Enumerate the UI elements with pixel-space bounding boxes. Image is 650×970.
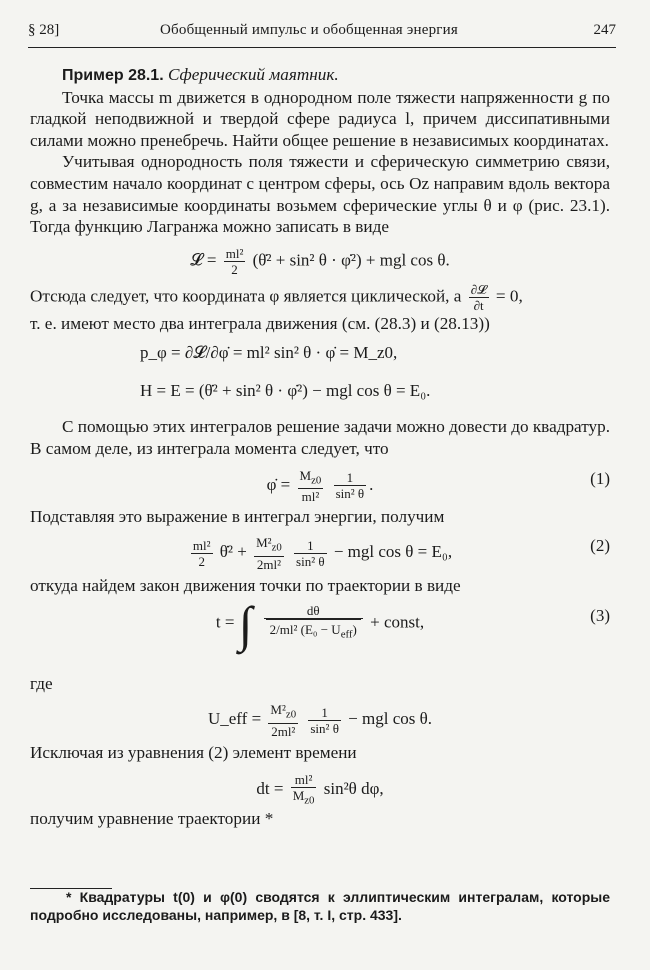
- paragraph-1: Точка массы m движется в однородном поле тяжести напряженности g по гладкой неподвижной и твердой сфере радиуса l, причем диссипативными силами можно пренебречь. Найти общее решение в независимых координатах.: [30, 87, 610, 150]
- paragraph-4: С помощью этих интегралов решение задачи можно довести до квадратур. В самом деле, из интеграла момента следует, что: [30, 417, 610, 458]
- equation-number-3: (3): [590, 605, 610, 625]
- equation-number-1: (1): [590, 468, 610, 488]
- page-body: [30, 64, 610, 830]
- paragraph-8: Исключая из уравнения (2) элемент времени: [30, 743, 357, 763]
- header-rule: [28, 47, 616, 48]
- equation-number-2: (2): [590, 536, 610, 556]
- dt-equation: dt = $\frac{\text{ml²}}{M_{z0}}$ sin²θ dφ,: [256, 771, 384, 807]
- equation-2: $\frac{\text{ml²}}{2}$ θ̇² + $\frac{M^2_{z0}}{\text{2ml²}}$ $\frac{1}{\text{sin² θ}}$ − mgl cos θ = E₀, (2): [192, 535, 610, 572]
- page-number: 247: [593, 22, 616, 38]
- lagrangian-equation: 𝓛 = $\frac{\text{ml²}}{2}$ (θ̇² + sin² θ · φ̇²) + mgl cos θ.: [190, 245, 450, 277]
- equation-1: φ̇ = $\frac{M_{z0}}{\text{ml²}}$ $\frac{1}{\text{sin² θ}}$ . (1): [266, 467, 610, 505]
- energy-equation: H = E = (θ̇² + sin² θ · φ̇²) − mgl cos θ = E₀.: [140, 381, 431, 401]
- effective-potential-equation: U_eff = $\frac{M^2_{z0}}{\text{2ml²}}$ $\frac{1}{\text{sin² θ}}$ − mgl cos θ.: [207, 702, 433, 739]
- footnote: * Квадратуры t(0) и φ(0) сводятся к эллиптическим интегралам, которые подробно исследованы, например, в [8, т. I, стр. 433].: [30, 889, 610, 923]
- paragraph-2: Учитывая однородность поля тяжести и сферическую симметрию связи, совместим начало координат с центром сферы, ось Oz направим вдоль вектора g, а за независимые координаты возьмем сферические углы θ и φ (рис. 23.1). Тогда функцию Лагранжа можно записать в виде: [30, 152, 610, 237]
- paragraph-3: Отсюда следует, что координата φ является циклической, а $\frac{\text{∂𝓛}}{\partial t}$ = 0, т. е. имеют место два интеграла движения (см. (28.3) и (28.13)): [30, 281, 523, 333]
- example-heading: Пример 28.1. Сферический маятник.: [62, 65, 339, 84]
- equation-3: t = ∫ $\frac{d\theta}{2/ml^2 (E_0 - U_{eff})}$ + const, (3): [215, 595, 610, 652]
- running-title: Обобщенный импульс и обобщенная энергия: [160, 22, 458, 38]
- paragraph-7: где: [30, 673, 53, 693]
- paragraph-5: Подставляя это выражение в интеграл энергии, получим: [30, 506, 445, 526]
- section-number: § 28]: [28, 22, 60, 38]
- paragraph-9: получим уравнение траектории *: [30, 808, 274, 828]
- momentum-equation: p_φ = ∂𝓛/∂φ̇ = ml² sin² θ · φ̇ = M_z0,: [140, 343, 398, 363]
- paragraph-6: откуда найдем закон движения точки по траектории в виде: [30, 576, 461, 596]
